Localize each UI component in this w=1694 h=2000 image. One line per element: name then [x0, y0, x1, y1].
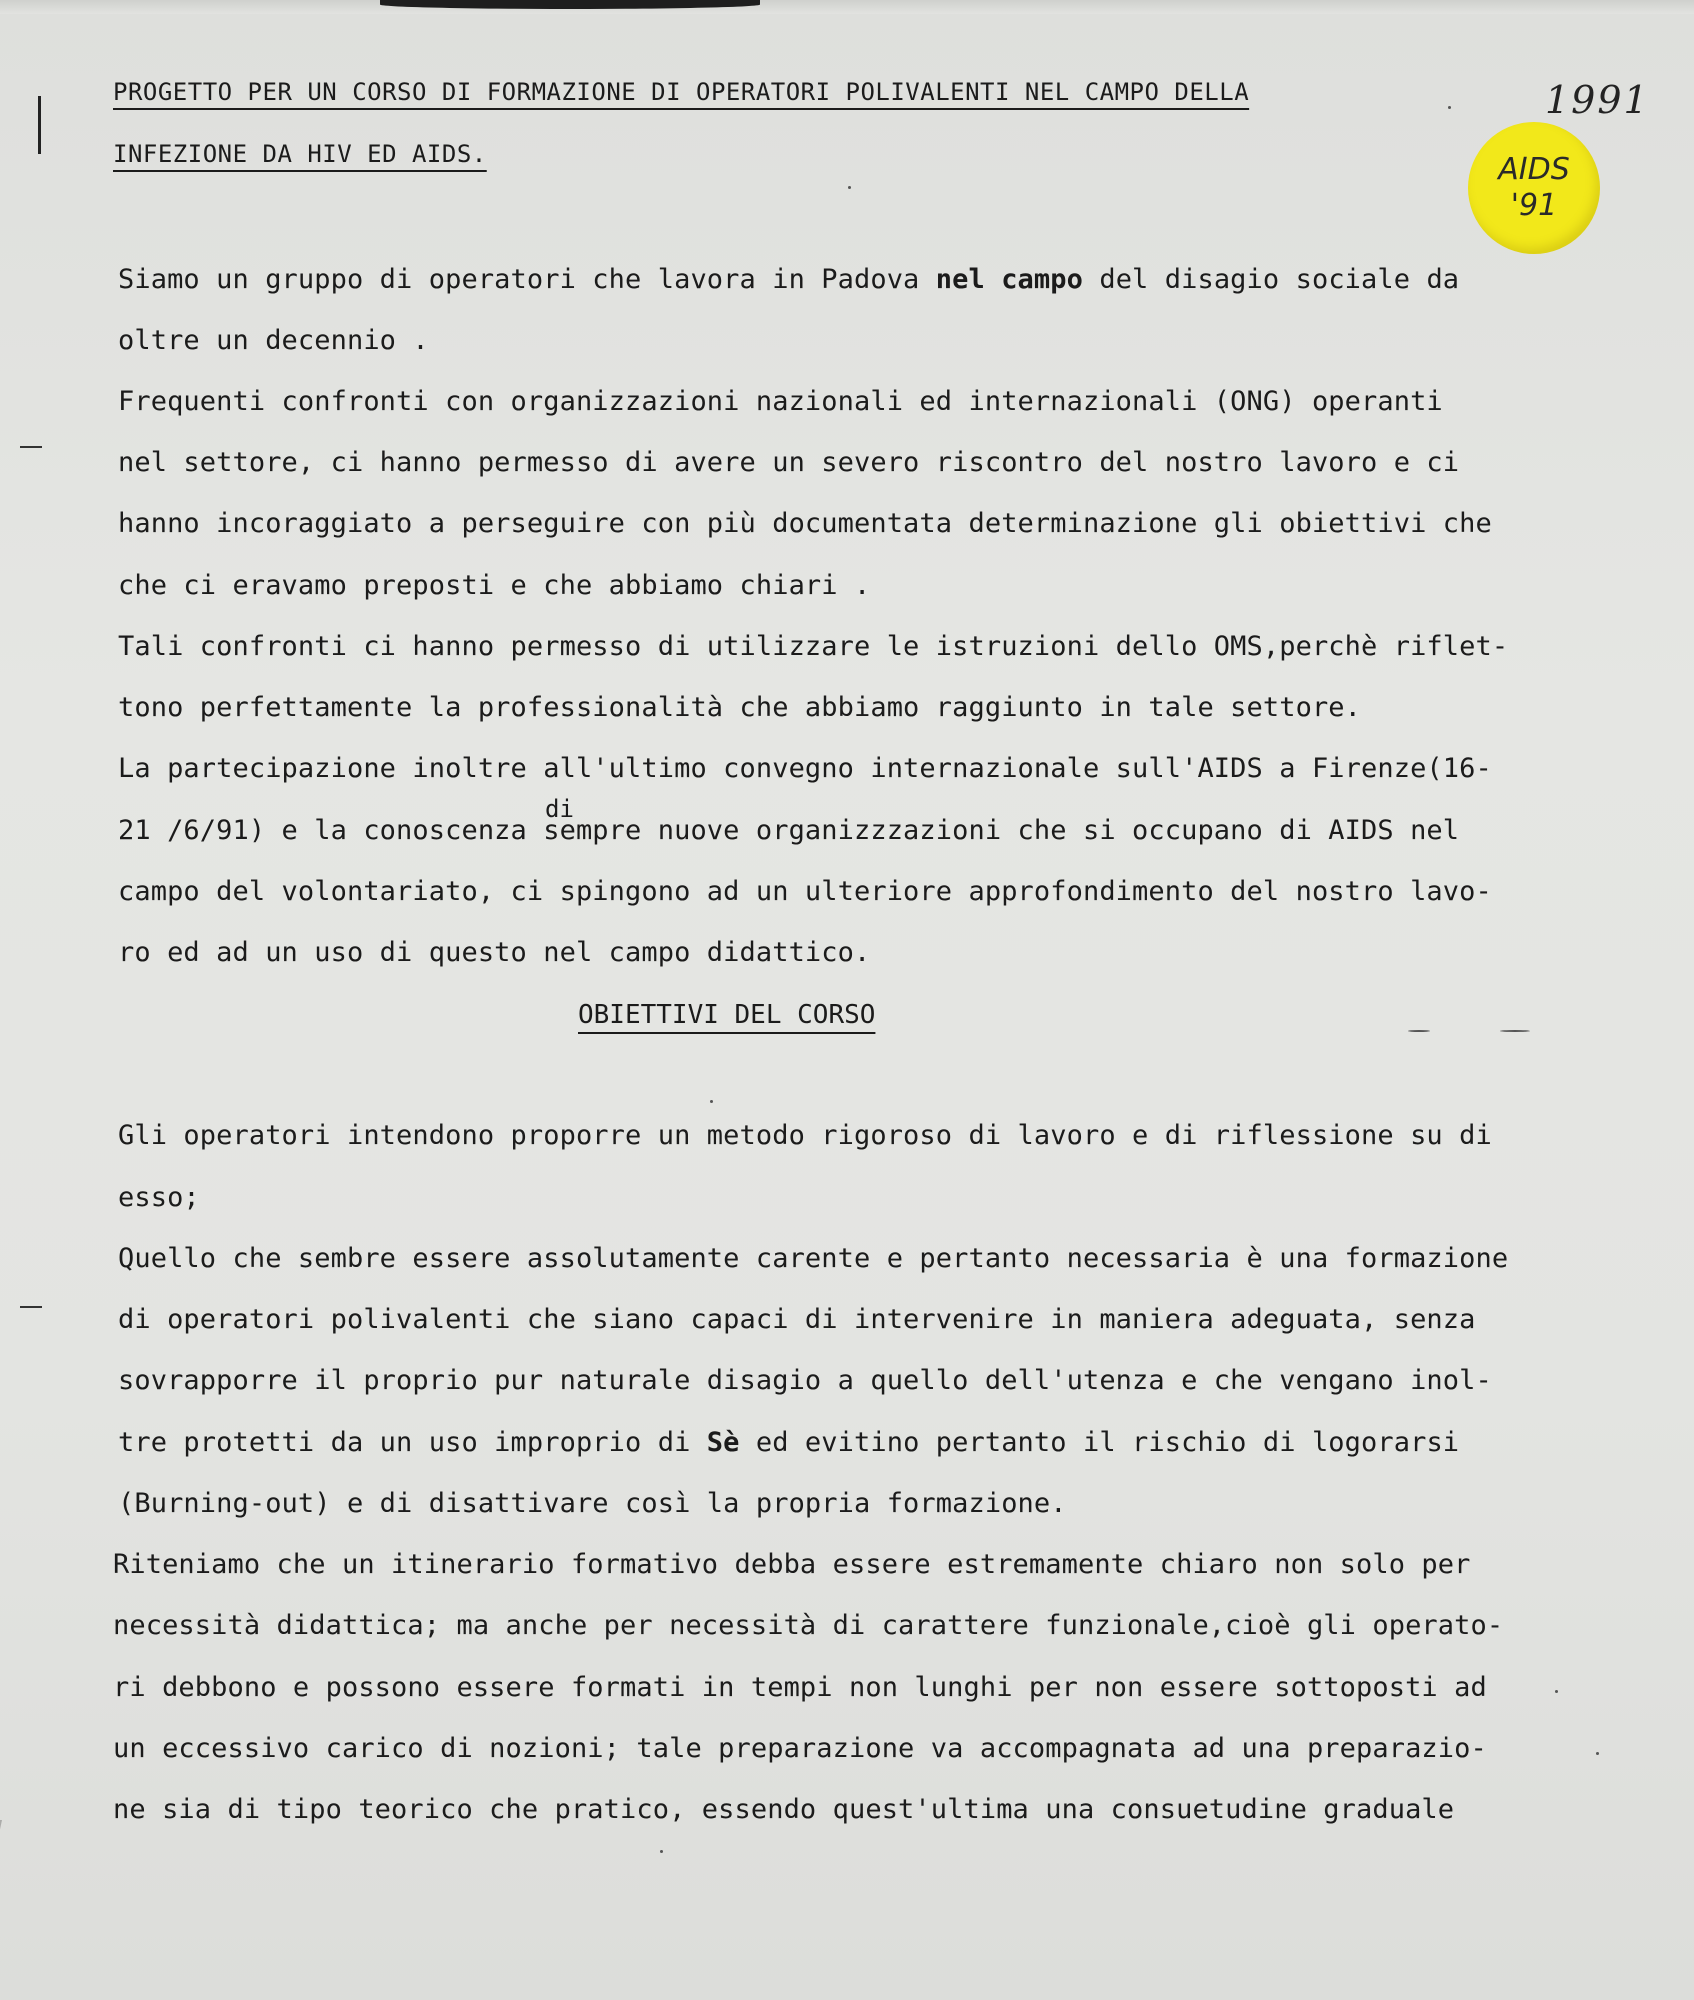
- document-title-line-2: INFEZIONE DA HIV ED AIDS.: [113, 140, 487, 168]
- text-line: [118, 1427, 1459, 1458]
- handwritten-year: 1991: [1545, 78, 1650, 122]
- text-line: campo del volontariato, ci spingono ad un ulteriore approfondimento del nostro lavo-: [118, 876, 1492, 907]
- text-span: del disagio sociale da: [1082, 264, 1460, 295]
- text-line: esso;: [118, 1182, 200, 1213]
- scan-speck: [1448, 106, 1451, 109]
- text-line: hanno incoraggiato a perseguire con più documentata determinazione gli obiettivi che: [118, 508, 1492, 539]
- text-line: La partecipazione inoltre all'ultimo convegno internazionale sull'AIDS a Firenze(16-: [118, 753, 1492, 784]
- handwritten-insert: di: [545, 795, 574, 823]
- text-line: ri debbono e possono essere formati in tempi non lunghi per non essere sottoposti ad: [113, 1672, 1487, 1703]
- bold-text: nel campo: [935, 264, 1083, 295]
- text-line: Quello che sembre essere assolutamente carente e pertanto necessaria è una formazione: [118, 1243, 1509, 1274]
- scan-smudge: [380, 0, 760, 9]
- text-line: Frequenti confronti con organizzazioni nazionali ed internazionali (ONG) operanti: [118, 386, 1443, 417]
- sticker-label: AIDS '91: [1498, 152, 1570, 223]
- text-line: 21 /6/91) e la conoscenza sempre nuove organizzzazioni che si occupano di AIDS nel: [118, 815, 1460, 846]
- text-line: oltre un decennio .: [118, 325, 429, 356]
- scan-top-edge: [0, 0, 1694, 14]
- scan-speck: [1596, 1752, 1599, 1755]
- text-span: ed evitino pertanto il rischio di logorarsi: [739, 1427, 1460, 1458]
- text-line: necessità didattica; ma anche per necessità di carattere funzionale,cioè gli operato-: [113, 1610, 1504, 1641]
- page-fold-shadow: [0, 1820, 82, 2000]
- scan-speck: [848, 186, 851, 189]
- yellow-sticker: [1468, 122, 1600, 254]
- margin-tick: [20, 1306, 42, 1308]
- text-line: tono perfettamente la professionalità che abbiamo raggiunto in tale settore.: [118, 692, 1362, 723]
- text-line: (Burning-out) e di disattivare così la propria formazione.: [118, 1488, 1067, 1519]
- text-line: che ci eravamo preposti e che abbiamo chiari .: [118, 570, 871, 601]
- text-line: un eccessivo carico di nozioni; tale preparazione va accompagnata ad una preparazio-: [113, 1733, 1487, 1764]
- scan-speck: [1408, 1030, 1430, 1032]
- section-heading: OBIETTIVI DEL CORSO: [578, 1000, 876, 1030]
- text-line: ne sia di tipo teorico che pratico, essendo quest'ultima una consuetudine graduale: [113, 1794, 1455, 1825]
- text-line: Tali confronti ci hanno permesso di utilizzare le istruzioni dello OMS,perchè riflet-: [118, 631, 1509, 662]
- bold-text: Sè: [706, 1427, 740, 1458]
- text-line: Gli operatori intendono proporre un metodo rigoroso di lavoro e di riflessione su di: [118, 1120, 1492, 1151]
- scan-speck: [710, 1100, 713, 1103]
- document-title-line-1: PROGETTO PER UN CORSO DI FORMAZIONE DI OPERATORI POLIVALENTI NEL CAMPO DELLA: [113, 78, 1250, 106]
- margin-tick: [20, 446, 42, 448]
- text-line: ro ed ad un uso di questo nel campo didattico.: [118, 937, 871, 968]
- text-span: tre protetti da un uso improprio di: [118, 1427, 707, 1458]
- text-line: Riteniamo che un itinerario formativo debba essere estremamente chiaro non solo per: [113, 1549, 1471, 1580]
- scan-speck: [1555, 1690, 1558, 1693]
- text-line: di operatori polivalenti che siano capaci di intervenire in maniera adeguata, senza: [118, 1304, 1476, 1335]
- scan-speck: [660, 1850, 663, 1853]
- text-line: sovrapporre il proprio pur naturale disagio a quello dell'utenza e che vengano inol-: [118, 1365, 1492, 1396]
- scan-speck: [1500, 1030, 1530, 1032]
- text-line: nel settore, ci hanno permesso di avere un severo riscontro del nostro lavoro e ci: [118, 447, 1460, 478]
- text-line: [118, 264, 1459, 295]
- margin-mark: [38, 96, 41, 154]
- text-span: Siamo un gruppo di operatori che lavora in Padova: [118, 264, 936, 295]
